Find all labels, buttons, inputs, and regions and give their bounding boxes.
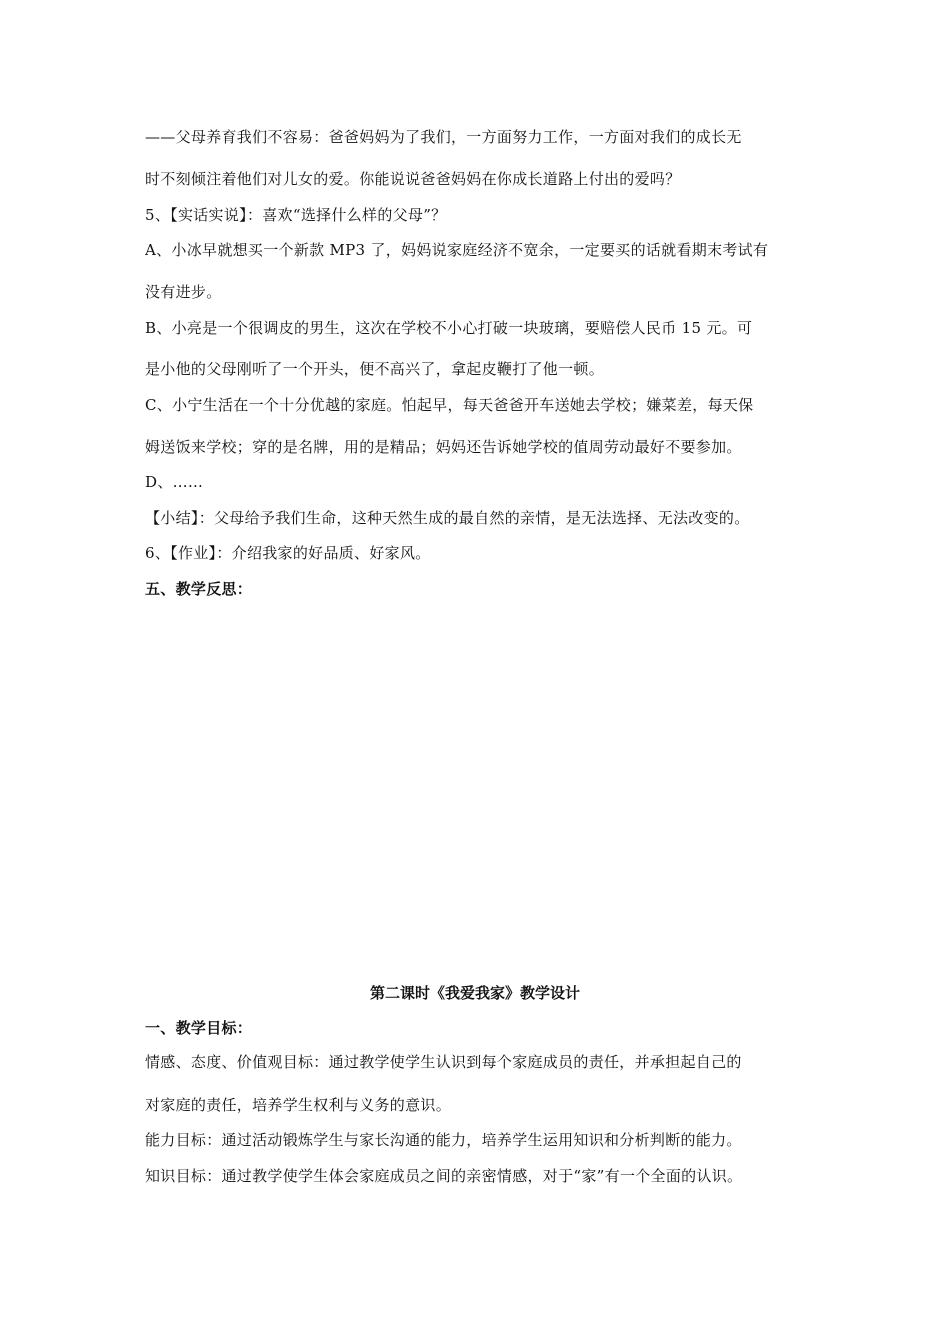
heading-teaching-goals: 一、教学目标： [145,1019,253,1037]
lesson-title: 第二课时《我爱我家》教学设计 [369,984,580,1002]
goal-knowledge: 知识目标：通过教学使学生体会家庭成员之间的亲密情感，对于“家”有一个全面的认识。 [145,1167,743,1185]
option-b-line-2: 是小他的父母刚听了一个开头，便不高兴了，拿起皮鞭打了他一顿。 [145,360,605,378]
item-5-heading: 5、【实话实说】：喜欢“选择什么样的父母”？ [145,206,447,224]
intro-paragraph-line-2: 时不刻倾注着他们对儿女的爱。你能说说爸爸妈妈在你成长道路上付出的爱吗？ [145,170,681,188]
item-6-homework: 6、【作业】：介绍我家的好品质、好家风。 [145,544,431,562]
goal-emotion-line-1: 情感、态度、价值观目标：通过教学使学生认识到每个家庭成员的责任，并承担起自己的 [145,1053,742,1071]
goal-ability: 能力目标：通过活动锻炼学生与家长沟通的能力，培养学生运用知识和分析判断的能力。 [145,1131,742,1149]
option-d: D、…… [145,473,204,491]
summary: 【小结】：父母给予我们生命，这种天然生成的最自然的亲情，是无法选择、无法改变的。 [145,509,750,527]
option-a-line-2: 没有进步。 [145,283,222,301]
heading-teaching-reflection: 五、教学反思： [145,580,253,598]
goal-emotion-line-2: 对家庭的责任，培养学生权利与义务的意识。 [145,1096,452,1114]
intro-paragraph-line-1: ——父母养育我们不容易：爸爸妈妈为了我们，一方面努力工作，一方面对我们的成长无 [145,128,742,146]
option-c-line-2: 姆送饭来学校；穿的是名牌，用的是精品；妈妈还告诉她学校的值周劳动最好不要参加。 [145,438,742,456]
option-a-line-1: A、小冰早就想买一个新款 MP3 了，妈妈说家庭经济不宽余，一定要买的话就看期末考试有 [145,241,769,259]
option-c-line-1: C、小宁生活在一个十分优越的家庭。怕起早，每天爸爸开车送她去学校；嫌菜差，每天保 [145,396,754,414]
option-b-line-1: B、小亮是一个很调皮的男生，这次在学校不小心打破一块玻璃，要赔偿人民币 15 元。可 [145,319,753,337]
